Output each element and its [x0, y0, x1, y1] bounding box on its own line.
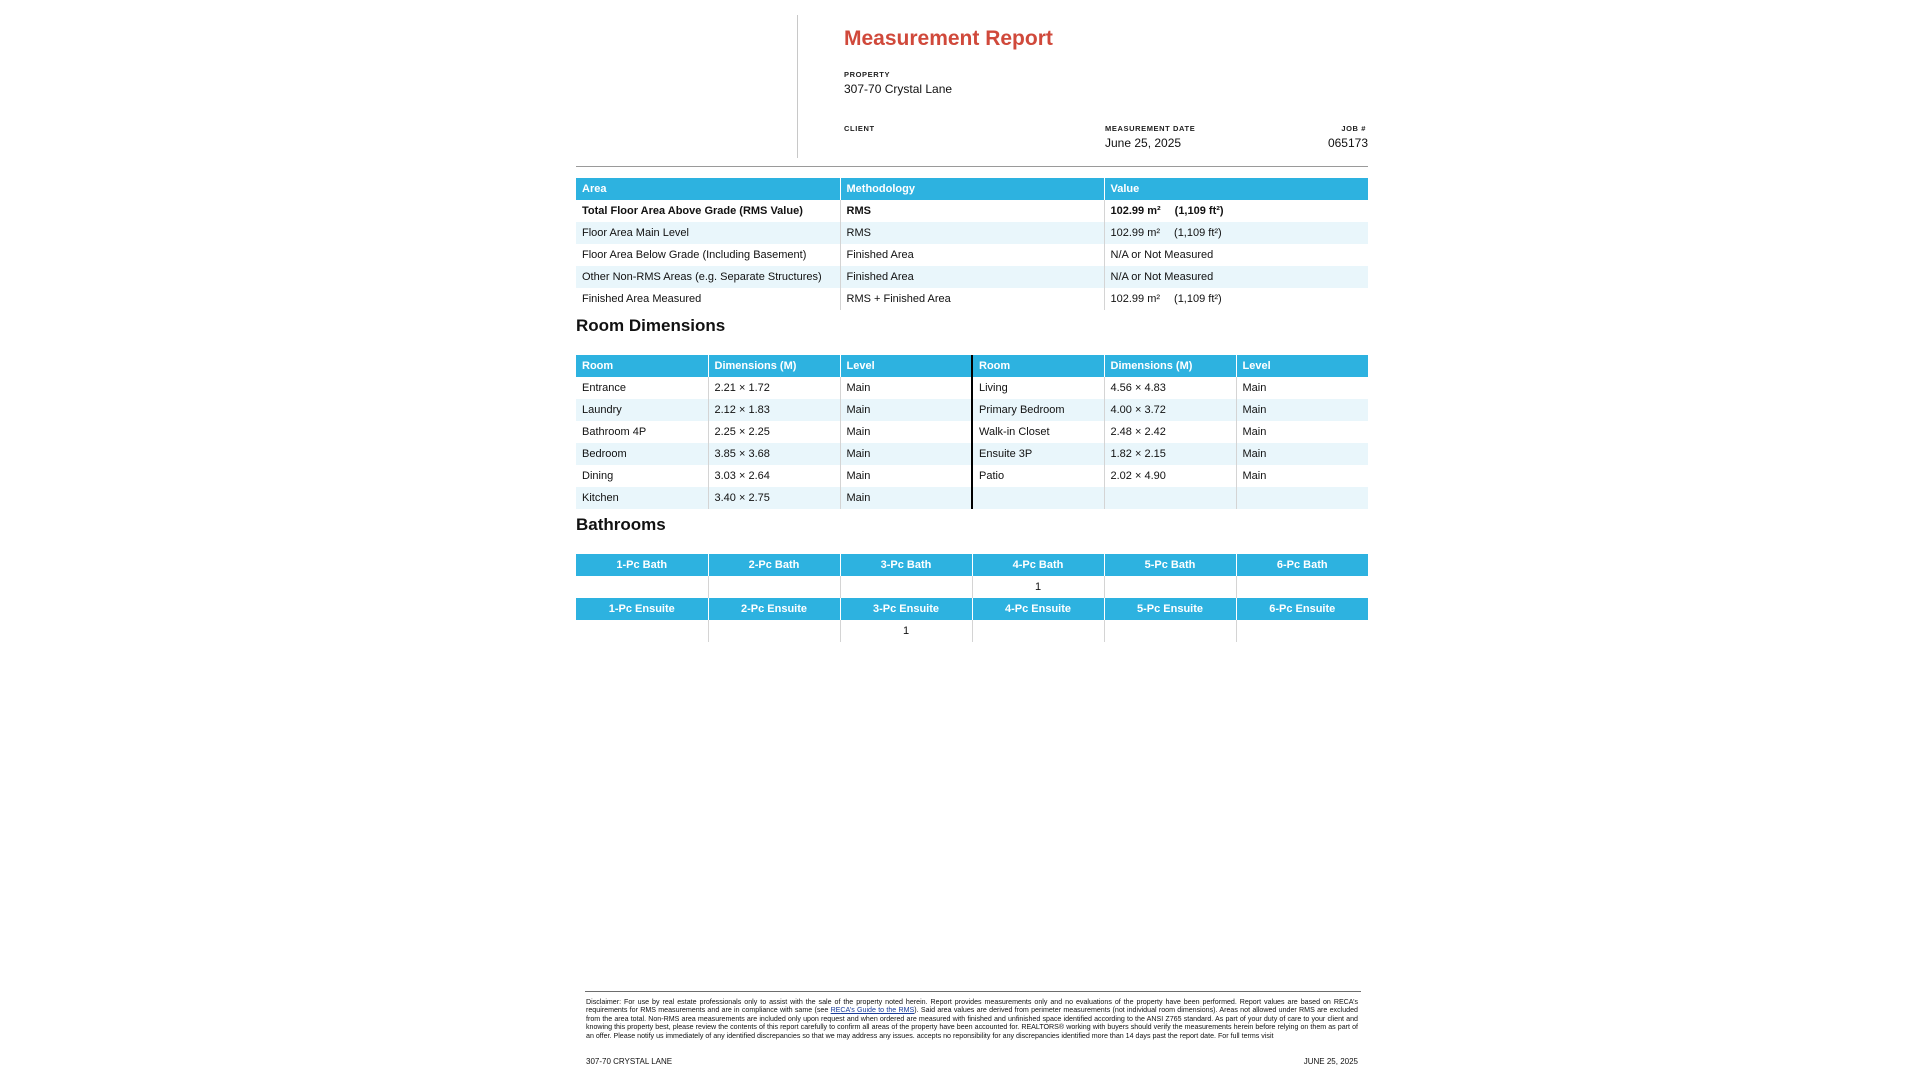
level-cell: Main	[1236, 443, 1368, 465]
area-cell: Total Floor Area Above Grade (RMS Value)	[576, 200, 840, 222]
area-table	[576, 178, 1368, 310]
room-cell: Laundry	[576, 399, 708, 421]
bath-count-cell	[576, 576, 708, 598]
level-cell: Main	[840, 443, 972, 465]
dimensions-cell: 3.40 × 2.75	[708, 487, 840, 509]
property-value: 307-70 Crystal Lane	[844, 82, 953, 96]
value-metric: 102.99 m²	[1110, 293, 1161, 305]
table-row	[576, 465, 1368, 487]
method-cell: RMS	[840, 222, 1104, 244]
ensuite-count-cell	[708, 620, 840, 642]
footer-date: JUNE 25, 2025	[1303, 1057, 1358, 1066]
method-cell: RMS + Finished Area	[840, 288, 1104, 310]
report-page	[576, 0, 1368, 1080]
level-cell: Main	[840, 421, 972, 443]
bath-count-cell	[1104, 576, 1236, 598]
level-cell: Main	[840, 377, 972, 399]
ensuite-count-cell	[1236, 620, 1368, 642]
room-cell: Walk-in Closet	[972, 421, 1104, 443]
bath-count-cell	[708, 576, 840, 598]
col-header-area: Area	[576, 178, 840, 200]
room-dimensions-title: Room Dimensions	[576, 316, 726, 335]
col-header-dimensions: Dimensions (M)	[708, 355, 840, 377]
ensuite-header-3pc: 3-Pc Ensuite	[840, 598, 972, 620]
value-imperial: (1,109 ft²)	[1174, 205, 1224, 217]
level-cell: Main	[1242, 426, 1267, 438]
dimensions-cell: 4.00 × 3.72	[1104, 399, 1236, 421]
client-label: CLIENT	[844, 124, 875, 133]
footer-rule	[585, 991, 1361, 992]
method-cell: Finished Area	[840, 266, 1104, 288]
header-divider	[797, 15, 798, 158]
bath-count-cell: 1	[972, 576, 1104, 598]
level-cell: Main	[1242, 382, 1267, 394]
measurement-date-label: MEASUREMENT DATE	[1105, 124, 1196, 133]
measurement-date-value: June 25, 2025	[1105, 136, 1182, 150]
value-metric: N/A or Not Measured	[1110, 271, 1214, 283]
room-cell	[972, 487, 1104, 509]
value-metric: 102.99 m²	[1110, 205, 1161, 217]
ensuite-count-cell	[972, 620, 1104, 642]
table-row	[576, 288, 1368, 310]
header-rule	[576, 166, 1368, 167]
method-cell: Finished Area	[840, 244, 1104, 266]
ensuite-count-cell	[576, 620, 708, 642]
area-table-header	[576, 178, 1368, 200]
dimensions-cell: 3.85 × 3.68	[708, 443, 840, 465]
value-cell	[1104, 222, 1368, 244]
ensuite-header-1pc: 1-Pc Ensuite	[576, 598, 708, 620]
col-header-room: Room	[576, 355, 708, 377]
level-cell: Main	[1236, 399, 1368, 421]
area-cell: Other Non-RMS Areas (e.g. Separate Structures)	[576, 266, 840, 288]
table-row	[576, 487, 1368, 509]
room-cell: Kitchen	[576, 487, 708, 509]
ensuite-header-5pc: 5-Pc Ensuite	[1104, 598, 1236, 620]
level-cell: Main	[840, 487, 972, 509]
col-header-value: Value	[1104, 178, 1368, 200]
ensuite-count-row	[576, 620, 1368, 642]
dimensions-cell: 3.03 × 2.64	[708, 465, 840, 487]
room-dimensions-table	[576, 355, 1368, 509]
bath-header-5pc: 5-Pc Bath	[1104, 554, 1236, 576]
ensuite-header-2pc: 2-Pc Ensuite	[708, 598, 840, 620]
bathrooms-title: Bathrooms	[576, 515, 666, 534]
col-header-dimensions: Dimensions (M)	[1104, 355, 1236, 377]
room-cell: Bedroom	[576, 443, 708, 465]
table-row	[576, 443, 1368, 465]
disclaimer-part-a: Disclaimer: For use by real estate professionals only to assist with the sale of the property noted herein. Report provides measurements only and no evaluations of the property have been performed. Report values are based on RECA’s requirements for RMS measurements and are in compliance with same (see	[586, 998, 1358, 1015]
ensuite-header-row	[576, 598, 1368, 620]
value-cell	[1104, 244, 1368, 266]
area-cell: Floor Area Below Grade (Including Basement)	[576, 244, 840, 266]
area-cell: Floor Area Main Level	[576, 222, 840, 244]
bath-header-4pc: 4-Pc Bath	[972, 554, 1104, 576]
col-header-room: Room	[972, 355, 1104, 377]
level-cell: Main	[1242, 470, 1267, 482]
report-title: Measurement Report	[844, 27, 1053, 50]
bath-count-cell	[840, 576, 972, 598]
table-row	[576, 266, 1368, 288]
dimensions-cell: 1.82 × 2.15	[1104, 443, 1236, 465]
logo-placeholder	[576, 15, 796, 157]
bath-count-cell	[1236, 576, 1368, 598]
col-header-level: Level	[840, 355, 972, 377]
dimensions-cell: 4.56 × 4.83	[1104, 377, 1236, 399]
value-cell	[1104, 200, 1368, 222]
col-header-methodology: Methodology	[840, 178, 1104, 200]
bath-header-3pc: 3-Pc Bath	[840, 554, 972, 576]
table-row	[576, 200, 1368, 222]
level-cell: Main	[840, 465, 972, 487]
bath-header-1pc: 1-Pc Bath	[576, 554, 708, 576]
property-label: PROPERTY	[844, 70, 891, 79]
room-cell: Dining	[576, 465, 708, 487]
value-cell	[1104, 288, 1368, 310]
dimensions-cell: 2.12 × 1.83	[708, 399, 840, 421]
disclaimer-text	[586, 998, 1358, 1040]
bath-header-6pc: 6-Pc Bath	[1236, 554, 1368, 576]
value-imperial: (1,109 ft²)	[1174, 227, 1222, 239]
ensuite-count-cell	[1104, 620, 1236, 642]
bath-header-row	[576, 554, 1368, 576]
room-cell: Living	[972, 377, 1104, 399]
room-table-header	[576, 355, 1368, 377]
table-row	[576, 244, 1368, 266]
level-cell	[1236, 487, 1368, 509]
level-cell: Main	[840, 399, 972, 421]
bath-header-2pc: 2-Pc Bath	[708, 554, 840, 576]
footer-address: 307-70 CRYSTAL LANE	[586, 1057, 673, 1066]
ensuite-header-4pc: 4-Pc Ensuite	[972, 598, 1104, 620]
value-metric: N/A or Not Measured	[1110, 249, 1214, 261]
dimensions-cell: 2.25 × 2.25	[708, 421, 840, 443]
room-cell: Bathroom 4P	[576, 421, 708, 443]
ensuite-header-6pc: 6-Pc Ensuite	[1236, 598, 1368, 620]
bathrooms-table	[576, 554, 1368, 642]
value-cell	[1104, 266, 1368, 288]
bath-count-row	[576, 576, 1368, 598]
table-row	[576, 421, 1368, 443]
job-number-value: 065173	[1327, 136, 1368, 150]
table-row	[576, 399, 1368, 421]
job-number-label: JOB #	[1341, 124, 1366, 133]
ensuite-count-cell: 1	[840, 620, 972, 642]
dimensions-cell: 2.48 × 2.42	[1104, 421, 1236, 443]
room-cell: Entrance	[576, 377, 708, 399]
disclaimer-part-b: ). Said area values are derived from perimeter measurements (not individual room dimensions). Areas not allowed under RMS are excluded from the area total. Non-RMS area measurements are included only upon request and when ordered are measured with finished and unfinished space identified according to the ANSI Z765 standard. As part of your duty of care to your client and knowing this property best, please review the contents of this report carefully to confirm all areas of the property have been accounted for. REALTORS® working with buyers should verify the measurements herein before relying on them as part of an offer. Please notify us immediately of any identified discrepancies so that we may address any issues. accepts no reponsibility for any discrepancies identified more than 14 days past the report date. For full terms visit	[586, 1006, 1358, 1040]
table-row	[576, 222, 1368, 244]
room-cell: Ensuite 3P	[972, 443, 1104, 465]
dimensions-cell: 2.02 × 4.90	[1104, 465, 1236, 487]
value-imperial: (1,109 ft²)	[1174, 293, 1222, 305]
dimensions-cell	[1104, 487, 1236, 509]
col-header-level: Level	[1236, 355, 1368, 377]
value-metric: 102.99 m²	[1110, 227, 1161, 239]
dimensions-cell: 2.21 × 1.72	[708, 377, 840, 399]
method-cell: RMS	[840, 200, 1104, 222]
room-cell: Patio	[972, 465, 1104, 487]
table-row	[576, 377, 1368, 399]
reca-guide-link[interactable]: RECA’s Guide to the RMS	[830, 1006, 915, 1015]
room-cell: Primary Bedroom	[972, 399, 1104, 421]
area-cell: Finished Area Measured	[576, 288, 840, 310]
